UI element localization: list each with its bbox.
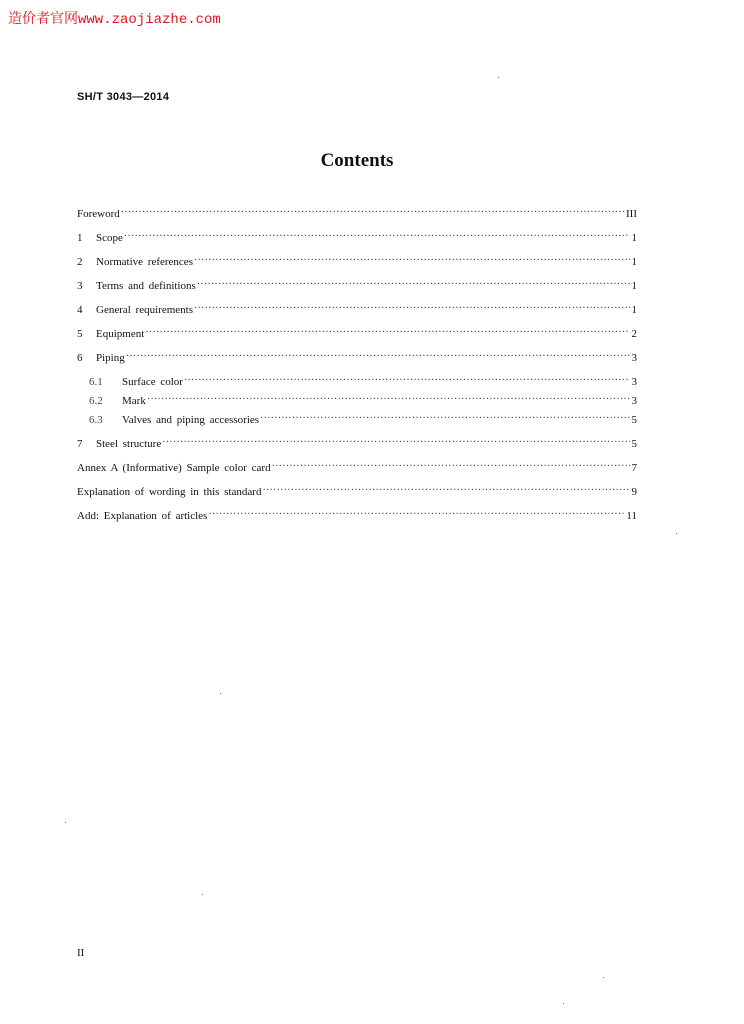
- toc-leader-dots: [194, 302, 630, 314]
- toc-entry-label: Piping: [96, 352, 125, 364]
- toc-entry-page: 3: [631, 395, 637, 407]
- toc-leader-dots: [208, 508, 625, 520]
- watermark: [8, 8, 221, 28]
- toc-leader-dots: [121, 206, 625, 218]
- toc-entry-page: 1: [631, 280, 637, 292]
- toc-leader-dots: [145, 326, 630, 338]
- toc-entry-label: Steel structure: [96, 438, 162, 450]
- toc-leader-dots: [126, 350, 630, 362]
- toc-entry-number: 6.1: [89, 376, 103, 388]
- toc-leader-dots: [197, 278, 630, 290]
- toc-entry-normative-references[interactable]: [77, 254, 637, 270]
- toc-leader-dots: [260, 412, 630, 424]
- toc-entry-number: 6.2: [89, 395, 103, 407]
- toc-entry-steel-structure[interactable]: [77, 436, 637, 452]
- toc-leader-dots: [147, 393, 630, 405]
- toc-entry-page: 1: [631, 256, 637, 268]
- scan-speck: [563, 1003, 564, 1004]
- watermark-url[interactable]: www.zaojiazhe.com: [78, 12, 221, 28]
- watermark-chinese: 造价者官网: [8, 11, 78, 27]
- scan-speck: [603, 977, 604, 978]
- toc-entry-number: 3: [77, 280, 83, 292]
- toc-entry-label: Mark: [122, 395, 146, 407]
- toc-entry-page: III: [626, 208, 637, 220]
- toc-entry-terms-and-definitions[interactable]: [77, 278, 637, 294]
- scan-speck: [676, 533, 677, 534]
- toc-entry-page: 5: [631, 438, 637, 450]
- scan-speck: [65, 822, 66, 823]
- toc-entry-label: Valves and piping accessories: [122, 414, 260, 426]
- toc-entry-label: Explanation of wording in this standard: [77, 486, 262, 498]
- toc-entry-explanation-of-wording[interactable]: [77, 484, 637, 500]
- toc-entry-number: 7: [77, 438, 83, 450]
- toc-entry-label: Equipment: [96, 328, 145, 340]
- toc-leader-dots: [194, 254, 630, 266]
- toc-entry-valves-and-piping-accessories[interactable]: [89, 412, 637, 428]
- toc-entry-page: 11: [626, 510, 637, 522]
- page-title: Contents: [320, 150, 394, 171]
- toc-entry-page: 9: [631, 486, 637, 498]
- toc-entry-number: 6.3: [89, 414, 103, 426]
- toc-entry-number: 1: [77, 232, 83, 244]
- toc-entry-label: Annex A (Informative) Sample color card: [77, 462, 271, 474]
- toc-entry-equipment[interactable]: [77, 326, 637, 342]
- toc-entry-label: Surface color: [122, 376, 183, 388]
- toc-entry-explanation-of-articles[interactable]: [77, 508, 637, 524]
- toc-entry-number: 2: [77, 256, 83, 268]
- toc-leader-dots: [124, 230, 630, 242]
- toc-entry-page: 5: [631, 414, 637, 426]
- toc-entry-annex-a[interactable]: [77, 460, 637, 476]
- toc-entry-number: 4: [77, 304, 83, 316]
- toc-entry-label: General requirements: [96, 304, 193, 316]
- toc-entry-page: 3: [631, 376, 637, 388]
- toc-leader-dots: [184, 374, 630, 386]
- toc-entry-page: 2: [631, 328, 637, 340]
- toc-entry-surface-color[interactable]: [89, 374, 637, 390]
- toc-entry-foreword[interactable]: [77, 206, 637, 222]
- toc-entry-page: 1: [631, 304, 637, 316]
- toc-entry-page: 7: [631, 462, 637, 474]
- scan-speck: [202, 894, 203, 895]
- toc-entry-scope[interactable]: [77, 230, 637, 246]
- toc-entry-label: Scope: [96, 232, 123, 244]
- toc-entry-page: 1: [631, 232, 637, 244]
- toc-entry-general-requirements[interactable]: [77, 302, 637, 318]
- toc-entry-label: Add: Explanation of articles: [77, 510, 208, 522]
- toc-leader-dots: [272, 460, 630, 472]
- scan-speck: [498, 77, 499, 78]
- scan-speck: [220, 693, 221, 694]
- toc-entry-number: 6: [77, 352, 83, 364]
- toc-entry-label: Foreword: [77, 208, 120, 220]
- toc-leader-dots: [162, 436, 630, 448]
- toc-entry-label: Normative references: [96, 256, 193, 268]
- toc-entry-label: Terms and definitions: [96, 280, 196, 292]
- toc-entry-piping[interactable]: [77, 350, 637, 366]
- toc-entry-page: 3: [631, 352, 637, 364]
- toc-leader-dots: [262, 484, 630, 496]
- standard-code: SH/T 3043—2014: [77, 91, 170, 103]
- page-number: II: [77, 947, 85, 959]
- toc-entry-number: 5: [77, 328, 83, 340]
- toc-entry-mark[interactable]: [89, 393, 637, 409]
